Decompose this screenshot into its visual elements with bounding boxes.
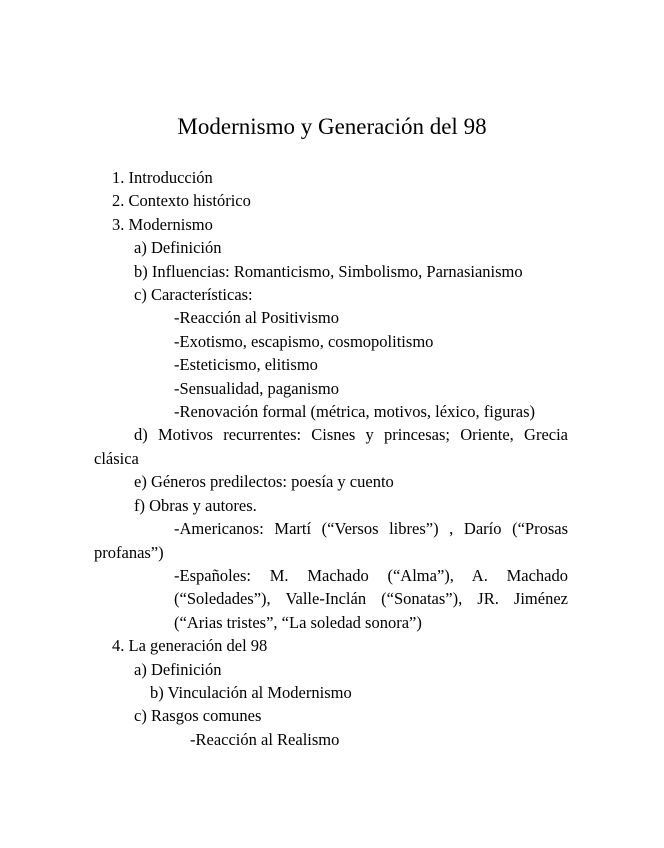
outline-item: b) Vinculación al Modernismo — [150, 682, 352, 702]
outline-item: d) Motivos recurrentes: Cisnes y princesas; Oriente, Grecia clásica — [94, 425, 568, 468]
outline-item: -Reacción al Positivismo — [174, 308, 339, 328]
outline-item: 3. Modernismo — [112, 214, 213, 234]
outline-item: -Exotismo, escapismo, cosmopolitismo — [174, 331, 434, 351]
outline-item: 1. Introducción — [112, 168, 213, 187]
outline-item: -Sensualidad, paganismo — [174, 378, 339, 398]
outline-item: -Renovación formal (métrica, motivos, léxico, figuras) — [174, 402, 536, 422]
outline-item: c) Características: — [134, 285, 253, 305]
outline-item: e) Géneros predilectos: poesía y cuento — [134, 472, 394, 492]
outline-item: -Reacción al Realismo — [190, 729, 340, 749]
outline-item: f) Obras y autores. — [134, 495, 257, 515]
outline-item: 2. Contexto histórico — [112, 191, 251, 211]
outline — [94, 166, 568, 751]
outline-item: -Españoles: M. Machado (“Alma”), A. Machado (“Soledades”), Valle-Inclán (“Sonatas”), JR. Jiménez (“Arias tristes”, “La soledad sonora”) — [174, 565, 568, 632]
outline-item: a) Definición — [134, 659, 222, 679]
outline-item: b) Influencias: Romanticismo, Simbolismo, Parnasianismo — [134, 261, 523, 281]
outline-item: -Americanos: Martí (“Versos libres”) , Darío (“Prosas profanas”) — [94, 519, 568, 562]
outline-item: -Esteticismo, elitismo — [174, 355, 318, 375]
outline-item: c) Rasgos comunes — [134, 706, 262, 726]
document-title: Modernismo y Generación del 98 — [177, 114, 487, 139]
outline-item: a) Definición — [134, 238, 222, 258]
outline-item: 4. La generación del 98 — [112, 636, 268, 656]
